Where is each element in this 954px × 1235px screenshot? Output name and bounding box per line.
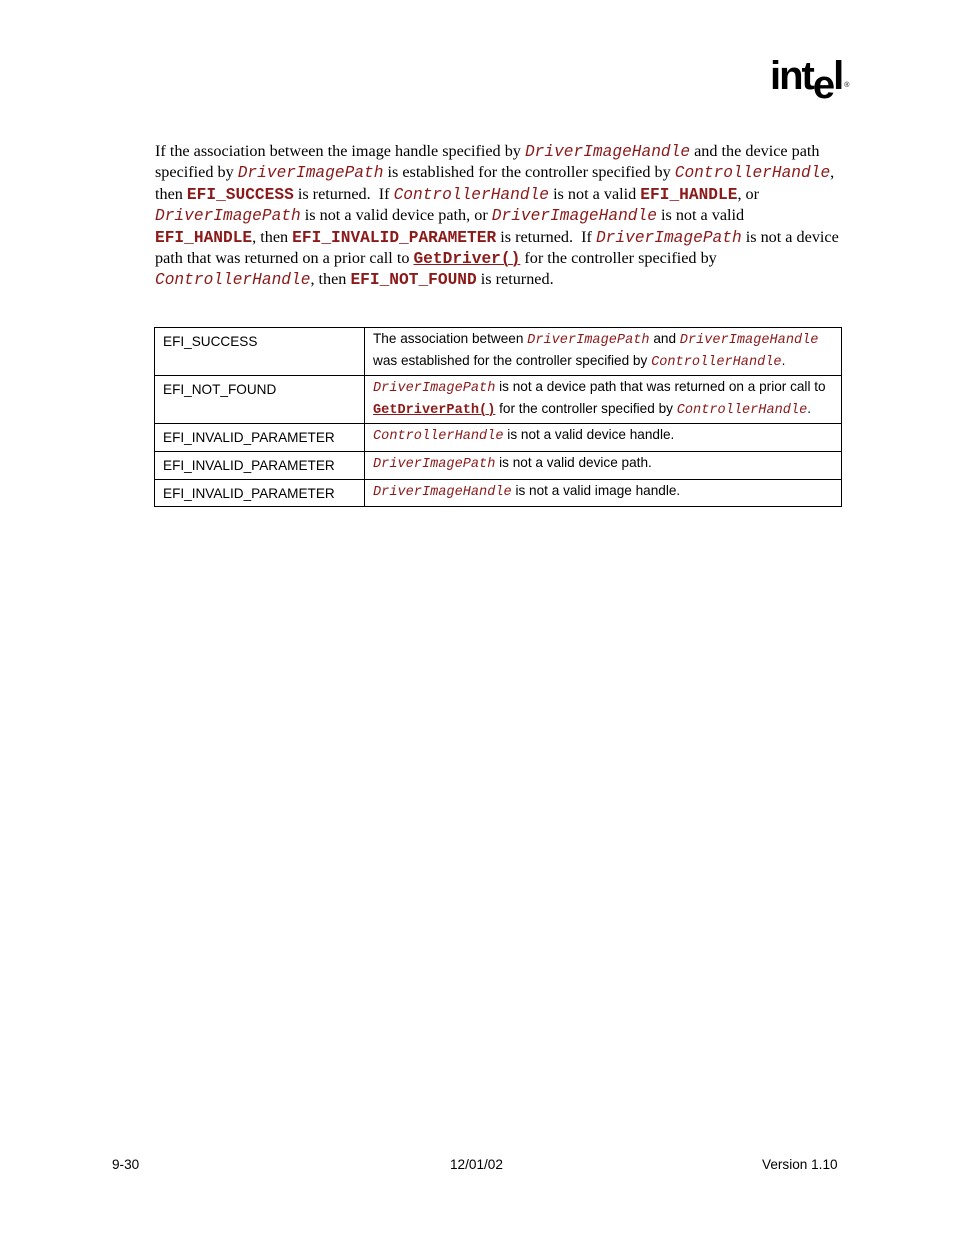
text-run: is returned. — [476, 270, 554, 289]
text-run: is not a device path that was returned on a prior call to — [495, 379, 826, 395]
text-run: is not a valid — [656, 206, 749, 225]
document-date: 12/01/02 — [450, 1157, 503, 1172]
status-code-constant: EFI_NOT_FOUND — [350, 271, 477, 290]
page-number: 9-30 — [112, 1157, 140, 1172]
status-code-constant: EFI_HANDLE — [155, 228, 253, 247]
status-codes-table — [154, 327, 842, 507]
text-run: was established for the controller specified by — [373, 352, 652, 368]
code-identifier: DriverImagePath — [373, 456, 496, 472]
code-identifier: ControllerHandle — [373, 429, 504, 445]
code-identifier: ControllerHandle — [651, 354, 782, 370]
text-run: The association between — [373, 331, 528, 346]
status-code-cell: EFI_INVALID_PARAMETER — [155, 479, 365, 507]
code-identifier: DriverImageHandle — [679, 333, 819, 348]
description-paragraph — [155, 141, 845, 291]
logo-text-main: int — [770, 54, 813, 98]
code-identifier: ControllerHandle — [674, 164, 831, 183]
table-row — [155, 424, 842, 452]
status-code-cell: EFI_SUCCESS — [155, 328, 365, 376]
code-identifier: ControllerHandle — [155, 271, 311, 290]
text-run: and the device path specified by — [155, 142, 824, 182]
code-identifier: DriverImageHandle — [524, 143, 691, 161]
table-row — [155, 376, 842, 424]
text-run: , then — [155, 163, 839, 203]
status-description-cell — [365, 424, 842, 452]
text-run: is not a valid device path. — [495, 454, 652, 470]
text-run: , or — [737, 184, 764, 203]
text-run: and — [649, 331, 680, 346]
table-row — [155, 479, 842, 507]
text-run: is not a device path that was returned on a prior call to — [155, 227, 843, 268]
text-run: . — [807, 400, 812, 416]
text-run: is not a valid — [549, 184, 641, 203]
function-link[interactable]: GetDriver() — [413, 250, 521, 269]
status-code-constant: EFI_HANDLE — [640, 185, 738, 204]
table-row — [155, 328, 842, 376]
status-code-cell: EFI_NOT_FOUND — [155, 376, 365, 424]
code-identifier: DriverImageHandle — [491, 207, 657, 226]
text-run: is not a valid device handle. — [503, 427, 675, 443]
text-run: is established for the controller specified by — [383, 163, 675, 182]
status-codes-body — [155, 328, 842, 507]
text-run: If the association between the image handle specified by — [155, 142, 525, 160]
status-code-constant: EFI_SUCCESS — [186, 185, 294, 204]
status-description-cell — [365, 376, 842, 424]
text-run: is returned. If — [496, 227, 596, 246]
logo-text-e: e — [812, 63, 834, 107]
code-identifier: DriverImagePath — [595, 228, 742, 247]
text-run: is returned. If — [293, 184, 394, 203]
intel-logo — [770, 54, 848, 107]
logo-text-end: l — [833, 54, 843, 98]
text-run: is not a valid image handle. — [511, 482, 681, 498]
code-identifier: DriverImagePath — [373, 381, 496, 397]
status-code-cell: EFI_INVALID_PARAMETER — [155, 424, 365, 452]
logo-registered-mark: ® — [844, 82, 848, 89]
code-identifier: DriverImageHandle — [373, 484, 512, 500]
status-description-cell — [365, 479, 842, 507]
text-run: for the controller specified by — [520, 249, 721, 268]
code-identifier: DriverImagePath — [155, 207, 301, 226]
text-run: for the controller specified by — [495, 400, 677, 416]
code-identifier: DriverImagePath — [237, 164, 384, 183]
function-link[interactable]: GetDriverPath() — [373, 402, 496, 418]
document-version: Version 1.10 — [762, 1157, 838, 1172]
status-code-constant: EFI_INVALID_PARAMETER — [292, 228, 497, 247]
text-run: , then — [252, 227, 293, 246]
text-run: is not a valid device path, or — [300, 206, 492, 225]
table-row — [155, 451, 842, 479]
text-run: . — [781, 352, 786, 368]
status-description-cell — [365, 328, 842, 376]
code-identifier: ControllerHandle — [676, 402, 808, 418]
text-run: , then — [310, 270, 351, 289]
status-description-cell — [365, 451, 842, 479]
status-code-cell: EFI_INVALID_PARAMETER — [155, 451, 365, 479]
code-identifier: DriverImagePath — [527, 333, 650, 348]
code-identifier: ControllerHandle — [393, 185, 550, 204]
